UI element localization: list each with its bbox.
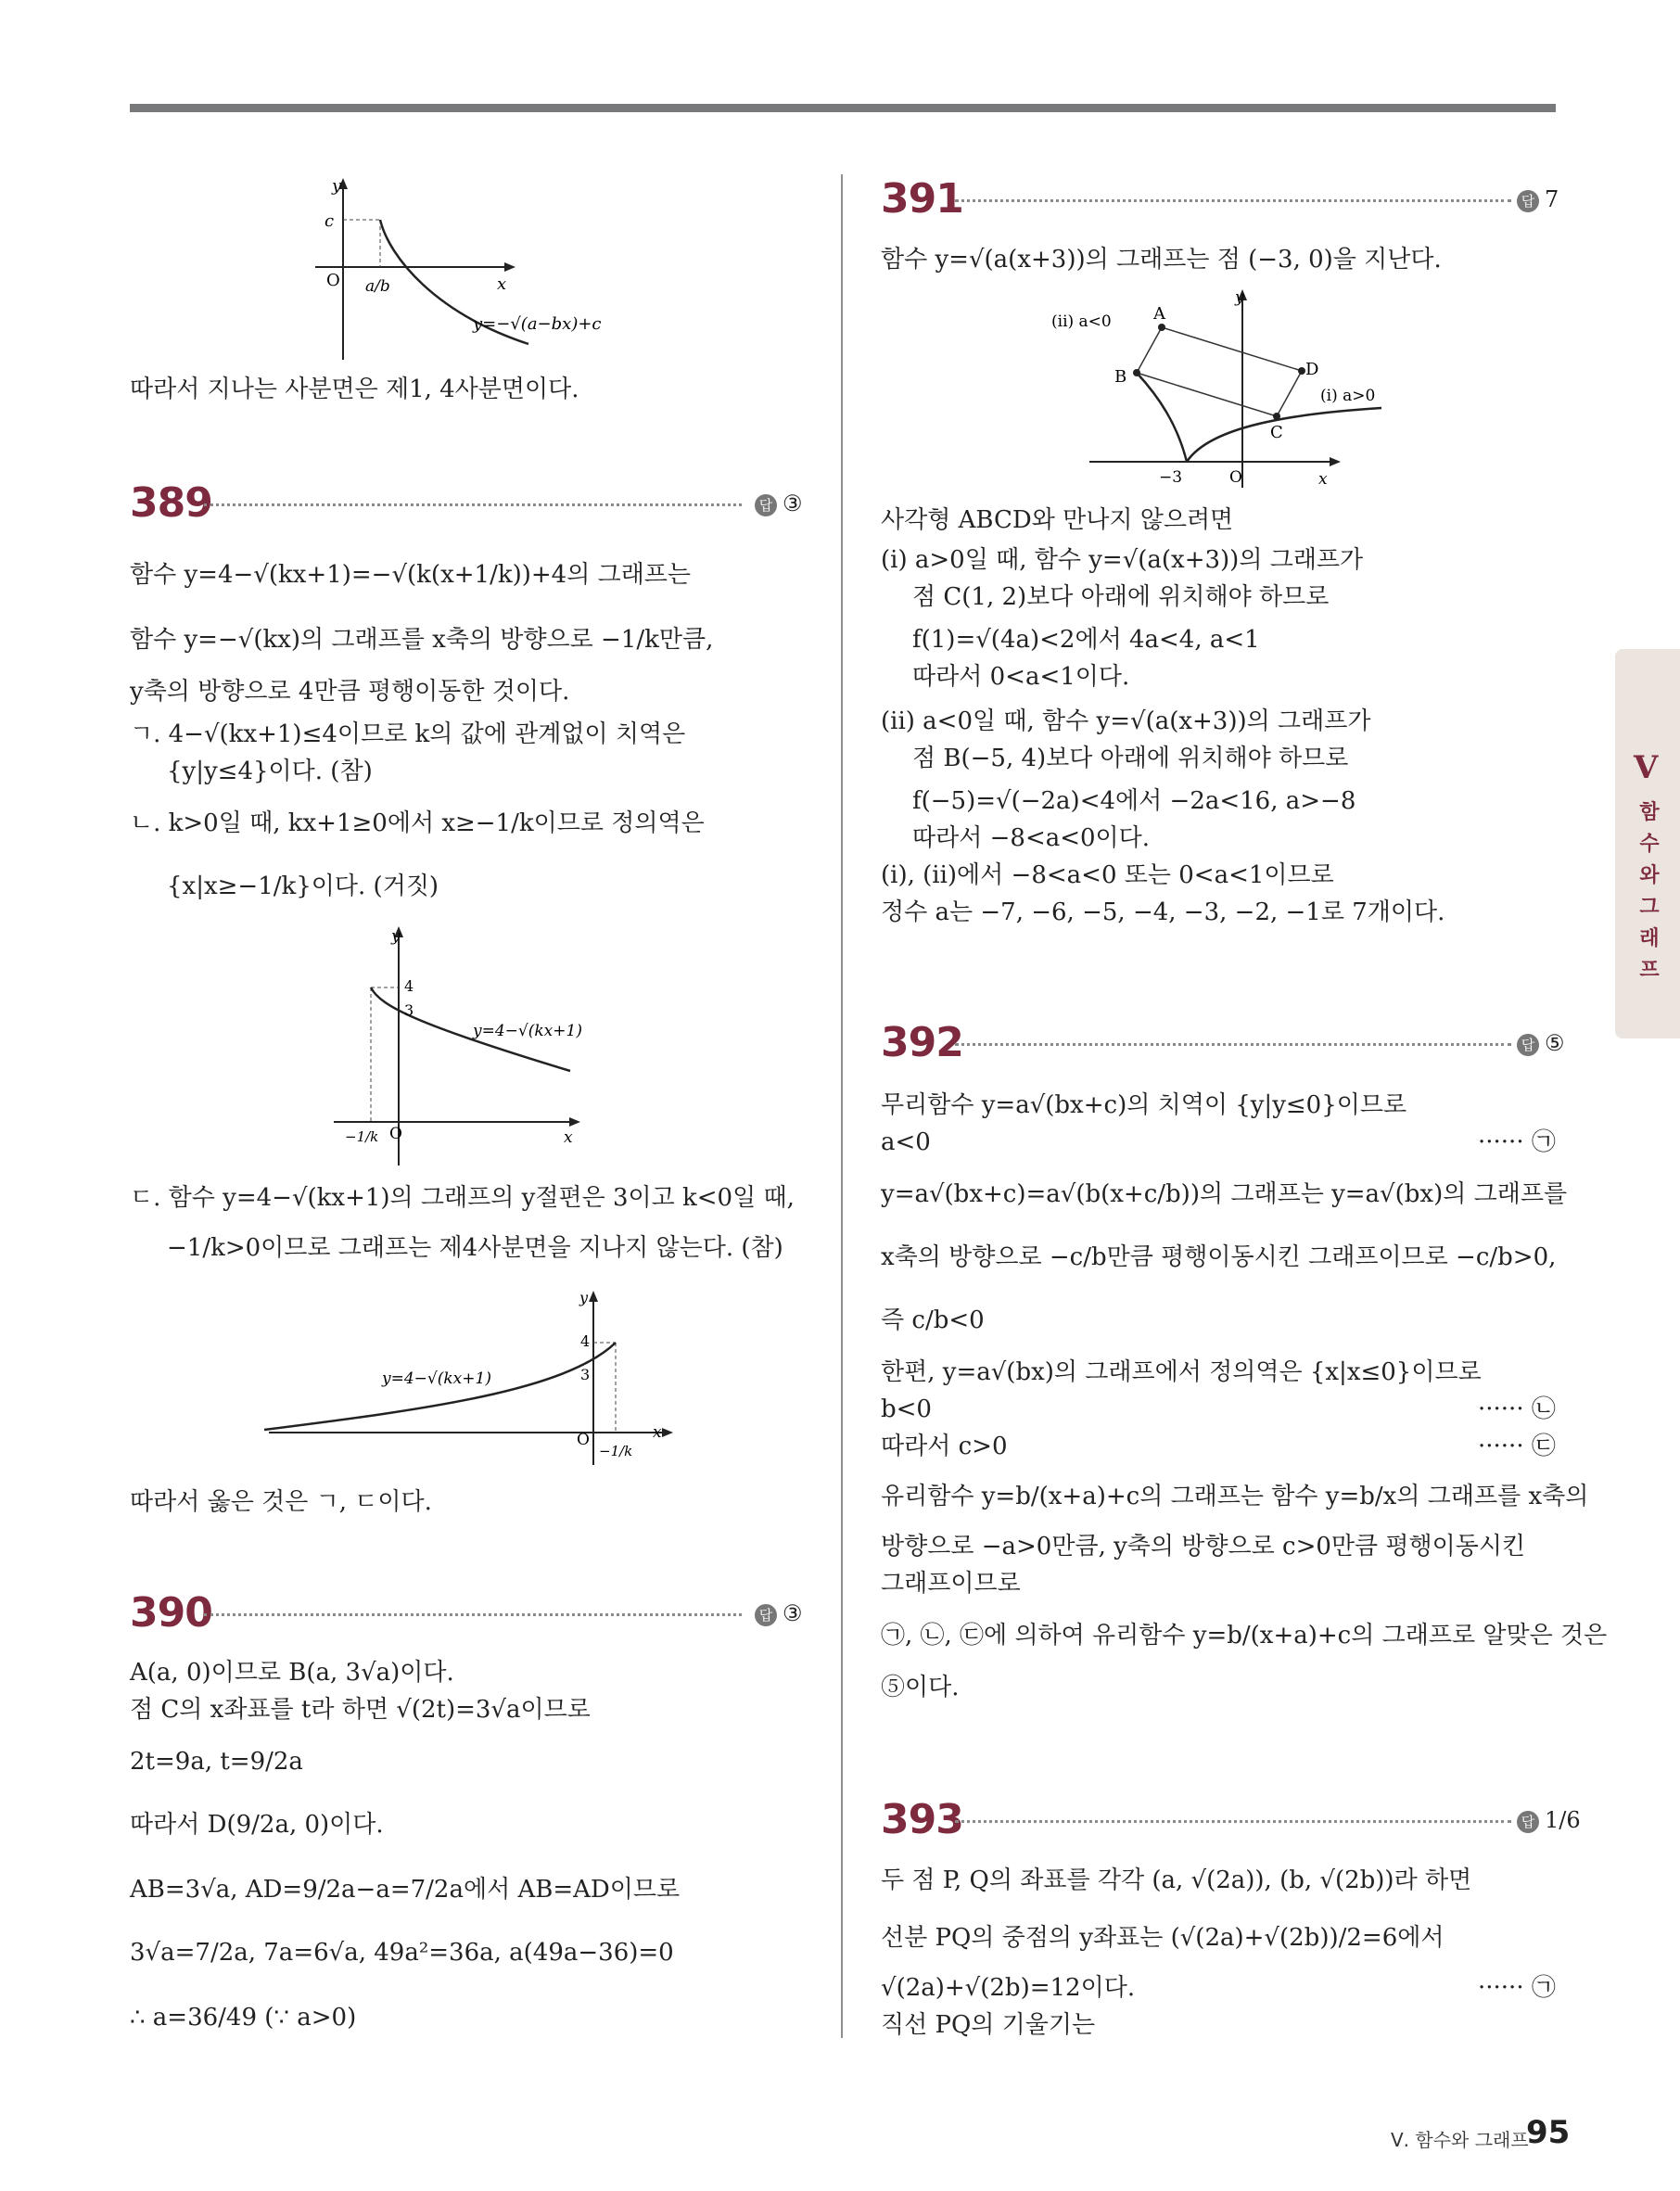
p389-line: {y|y≤4}이다. (참) [167, 758, 373, 785]
p392-line: a<0 [881, 1128, 931, 1156]
answer-value: 1/6 [1545, 1807, 1581, 1833]
p390-line: 따라서 D(9/2a, 0)이다. [130, 1811, 384, 1839]
p390-line: AB=3√a, AD=9/2a−a=7/2a에서 AB=AD이므로 [130, 1876, 681, 1904]
answer-icon: 답 [755, 494, 777, 516]
p393-line: 두 점 P, Q의 좌표를 각각 (a, √(2a)), (b, √(2b))라 하면 [881, 1866, 1472, 1894]
axis-x-label: x [653, 1423, 662, 1442]
answer-391 [1517, 185, 1559, 213]
case-ii-label: (ii) a<0 [1051, 312, 1112, 331]
problem-number-393: 393 [881, 1796, 963, 1843]
p392-line: b<0 [881, 1395, 932, 1423]
p391-line: (i) a>0일 때, 함수 y=√(a(x+3))의 그래프가 [881, 546, 1364, 574]
p392-mark: ······ ㉡ [1478, 1395, 1556, 1423]
point-A-label: A [1153, 304, 1165, 324]
footer-chapter: Ⅴ. 함수와 그래프 [1391, 2129, 1529, 2151]
origin-label: O [577, 1431, 590, 1449]
problem-number-391: 391 [881, 175, 963, 223]
p390-line: 2t=9a, t=9/2a [130, 1748, 303, 1776]
p392-line: 그래프이므로 [881, 1570, 1021, 1598]
page-number: 95 [1526, 2114, 1571, 2151]
p390-line: ∴ a=36/49 (∵ a>0) [130, 2004, 357, 2032]
p389-line: {x|x≥−1/k}이다. (거짓) [167, 873, 439, 900]
p393-line: √(2a)+√(2b)=12이다. [881, 1974, 1136, 2002]
curve-label: y=4−√(kx+1) [473, 1022, 582, 1040]
p393-line: 선분 PQ의 중점의 y좌표는 (√(2a)+√(2b))/2=6에서 [881, 1924, 1445, 1952]
chapter-tab-title: 함수와그래프 [1639, 801, 1660, 982]
dotted-leader [955, 199, 1511, 202]
point-C-label: C [1270, 423, 1283, 442]
column-divider [841, 174, 843, 2038]
p392-line: 즉 c/b<0 [881, 1306, 985, 1334]
curve-label: y=4−√(kx+1) [382, 1369, 491, 1388]
p391-line: (ii) a<0일 때, 함수 y=√(a(x+3))의 그래프가 [881, 707, 1371, 735]
p389-conclusion: 따라서 옳은 것은 ㄱ, ㄷ이다. [130, 1488, 432, 1516]
axis-x-label: x [1318, 470, 1328, 489]
point-B-label: B [1114, 367, 1127, 387]
answer-value: ⑤ [1545, 1030, 1565, 1056]
p390-line: 3√a=7/2a, 7a=6√a, 49a²=36a, a(49a−36)=0 [130, 1939, 674, 1967]
p391-line: 사각형 ABCD와 만나지 않으려면 [881, 506, 1234, 534]
p391-line: f(1)=√(4a)<2에서 4a<4, a<1 [912, 626, 1260, 654]
axis-y-label: y [579, 1289, 589, 1306]
p389-line: ㄱ. 4−√(kx+1)≤4이므로 k의 값에 관계없이 치역은 [130, 720, 686, 748]
p391-line: f(−5)=√(−2a)<4에서 −2a<16, a>−8 [912, 787, 1356, 815]
a-over-b-label: a/b [365, 277, 390, 296]
graph-389-1 [325, 923, 593, 1173]
dotted-leader [204, 503, 742, 506]
p392-line: ㉠, ㉡, ㉢에 의하여 유리함수 y=b/(x+a)+c의 그래프로 알맞은 것은 [881, 1622, 1608, 1650]
axis-x-label: x [564, 1128, 573, 1147]
p392-line: 무리함수 y=a√(bx+c)의 치역이 {y|y≤0}이므로 [881, 1091, 1407, 1119]
problem-number-392: 392 [881, 1019, 963, 1066]
p391-line: (i), (ii)에서 −8<a<0 또는 0<a<1이므로 [881, 861, 1334, 889]
answer-icon: 답 [755, 1604, 777, 1626]
p389-line: y축의 방향으로 4만큼 평행이동한 것이다. [130, 678, 570, 706]
p392-line: 유리함수 y=b/(x+a)+c의 그래프는 함수 y=b/x의 그래프를 x축의 [881, 1483, 1589, 1510]
dotted-leader [955, 1820, 1511, 1823]
p391-line: 따라서 0<a<1이다. [912, 663, 1130, 691]
p390-line: A(a, 0)이므로 B(a, 3√a)이다. [130, 1659, 454, 1687]
answer-393 [1517, 1806, 1581, 1834]
p392-line: 한편, y=a√(bx)의 그래프에서 정의역은 {x|x≤0}이므로 [881, 1358, 1482, 1386]
origin-label: O [1229, 468, 1242, 487]
tick-3: 3 [580, 1366, 591, 1383]
answer-value: ③ [783, 1600, 803, 1626]
origin-label: O [326, 271, 340, 290]
axis-y-label: y [1235, 288, 1244, 307]
p391-line: 점 C(1, 2)보다 아래에 위치해야 하므로 [912, 583, 1330, 611]
graph-389-2 [260, 1289, 677, 1474]
tick-4: 4 [404, 977, 414, 995]
graph-391 [1038, 286, 1409, 490]
p392-line: ⑤이다. [881, 1674, 960, 1701]
p392-line: x축의 방향으로 −c/b만큼 평행이동시킨 그래프이므로 −c/b>0, [881, 1243, 1557, 1271]
answer-icon: 답 [1517, 1811, 1539, 1833]
axis-y-label: y [391, 927, 401, 946]
p392-line: 방향으로 −a>0만큼, y축의 방향으로 c>0만큼 평행이동시킨 [881, 1533, 1526, 1560]
origin-label: O [389, 1125, 402, 1143]
p389-line: ㄴ. k>0일 때, kx+1≥0에서 x≥−1/k이므로 정의역은 [130, 809, 705, 837]
case-i-label: (i) a>0 [1320, 387, 1376, 405]
p392-mark: ······ ㉠ [1478, 1128, 1556, 1156]
answer-value: ③ [783, 490, 803, 516]
p391-line: 정수 a는 −7, −6, −5, −4, −3, −2, −1로 7개이다. [881, 898, 1445, 926]
tick-4: 4 [580, 1332, 591, 1350]
answer-390 [755, 1599, 803, 1627]
top-rule [130, 104, 1556, 112]
chapter-roman: V [1634, 749, 1659, 786]
answer-392 [1517, 1029, 1565, 1057]
p392-line: 따라서 c>0 [881, 1433, 1008, 1460]
x-intercept-label: −1/k [345, 1128, 379, 1145]
problem-number-389: 389 [130, 479, 212, 527]
c-label: c [325, 211, 335, 231]
axis-x-label: x [497, 274, 507, 294]
p392-line: y=a√(bx+c)=a√(b(x+c/b))의 그래프는 y=a√(bx)의 그래프를 [881, 1180, 1568, 1208]
p389-line: 함수 y=4−√(kx+1)=−√(k(x+1/k))+4의 그래프는 [130, 561, 692, 589]
axis-y-label: y [332, 176, 342, 196]
p389-line: −1/k>0이므로 그래프는 제4사분면을 지나지 않는다. (참) [167, 1234, 783, 1262]
answer-389 [755, 490, 803, 517]
p390-line: 점 C의 x좌표를 t라 하면 √(2t)=3√a이므로 [130, 1696, 591, 1724]
p388-conclusion: 따라서 지나는 사분면은 제1, 4사분면이다. [130, 376, 579, 403]
p392-mark: ······ ㉢ [1478, 1433, 1556, 1460]
x-intercept-label: −1/k [599, 1443, 633, 1459]
minus-3-label: −3 [1159, 468, 1183, 487]
problem-number-390: 390 [130, 1589, 212, 1637]
p391-line: 점 B(−5, 4)보다 아래에 위치해야 하므로 [912, 745, 1349, 772]
graph-388 [297, 174, 649, 369]
dotted-leader [204, 1613, 742, 1616]
p389-line: 함수 y=−√(kx)의 그래프를 x축의 방향으로 −1/k만큼, [130, 626, 714, 654]
point-D-label: D [1305, 360, 1319, 379]
p393-line: 직선 PQ의 기울기는 [881, 2011, 1096, 2039]
p389-line: ㄷ. 함수 y=4−√(kx+1)의 그래프의 y절편은 3이고 k<0일 때, [130, 1184, 795, 1212]
answer-icon: 답 [1517, 190, 1539, 212]
p391-line: 따라서 −8<a<0이다. [912, 824, 1151, 852]
tick-3: 3 [404, 1001, 414, 1019]
p393-mark: ······ ㉠ [1478, 1974, 1556, 2002]
dotted-leader [955, 1043, 1511, 1046]
answer-icon: 답 [1517, 1034, 1539, 1056]
answer-value: 7 [1545, 186, 1559, 212]
p391-line: 함수 y=√(a(x+3))의 그래프는 점 (−3, 0)을 지난다. [881, 246, 1442, 274]
curve-label: y=−√(a−bx)+c [473, 314, 602, 334]
